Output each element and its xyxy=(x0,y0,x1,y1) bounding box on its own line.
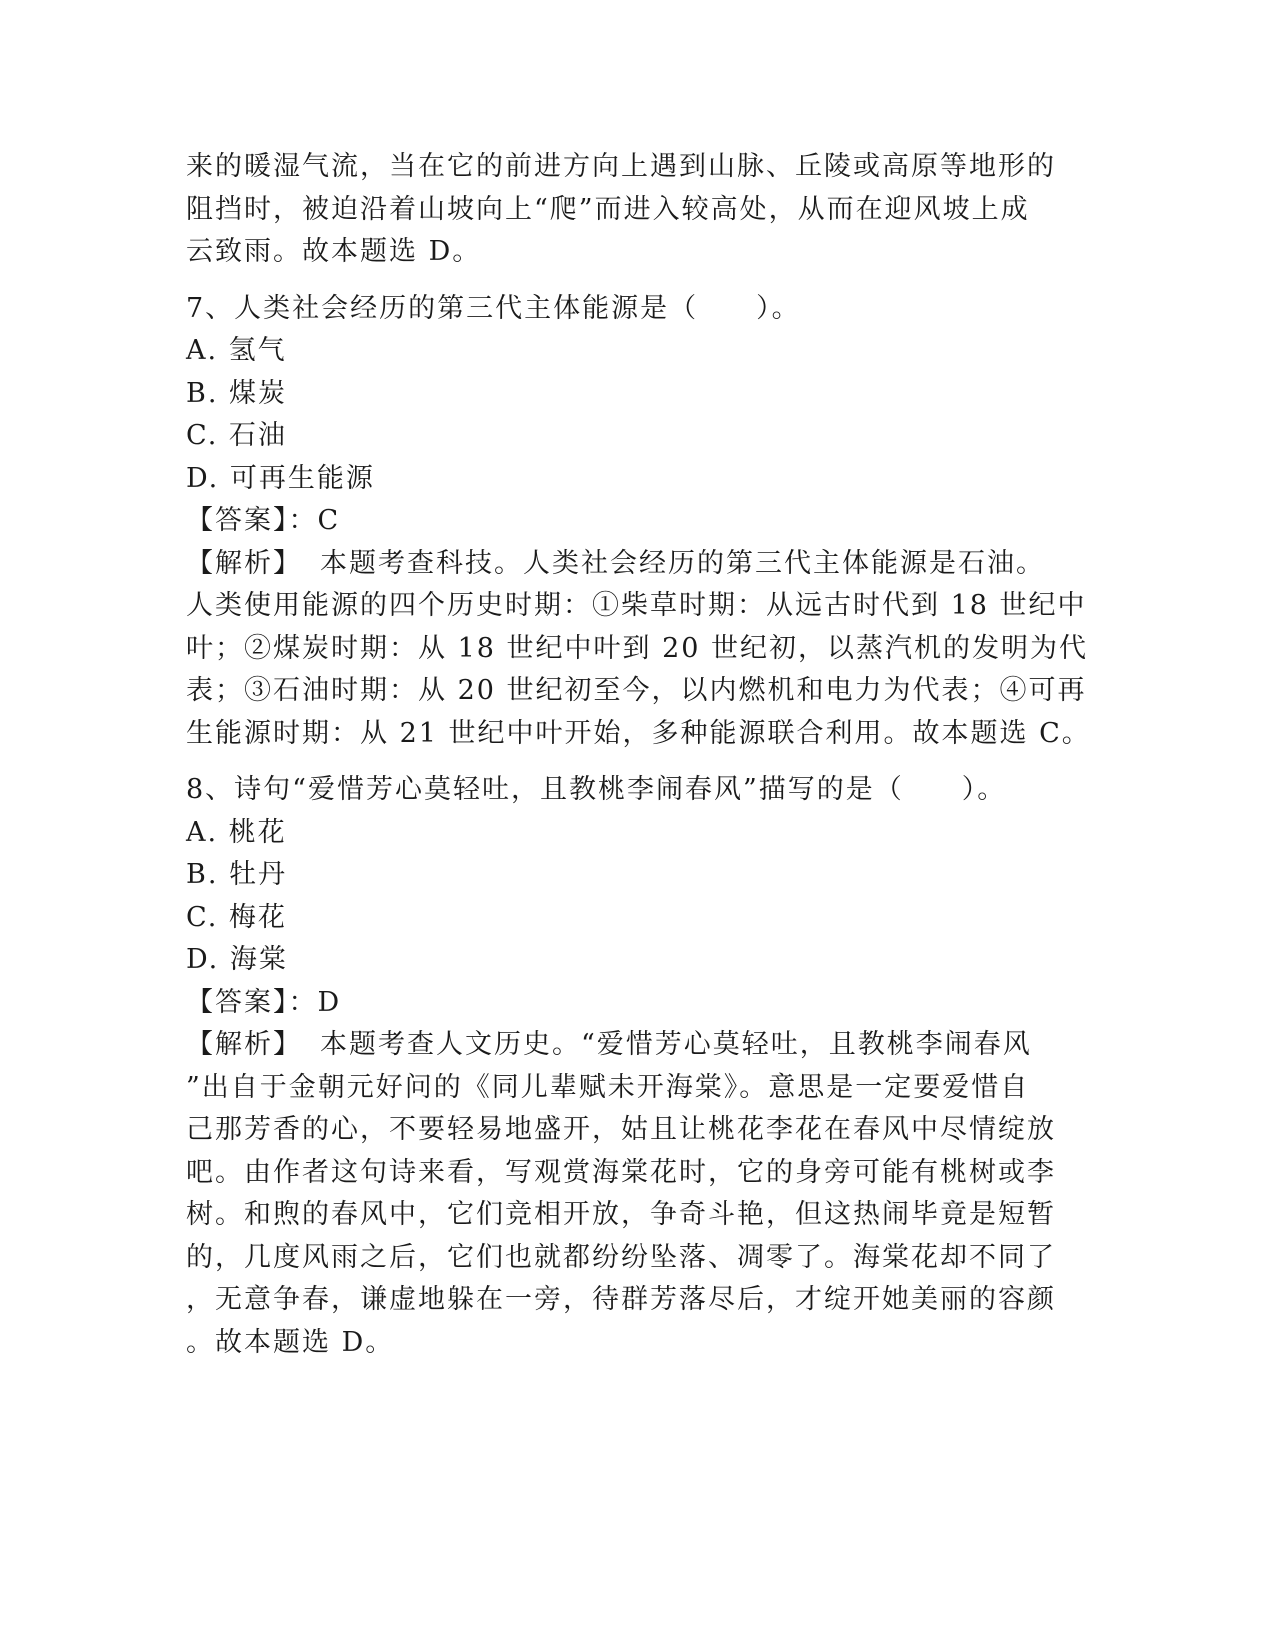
option-b: B. 煤炭 xyxy=(186,377,288,409)
document-page xyxy=(186,146,1091,1364)
paragraph-line: 来的暖湿气流，当在它的前进方向上遇到山脉、丘陵或高原等地形的 xyxy=(186,151,1056,182)
analysis-label: 【解析】 xyxy=(186,547,302,579)
analysis-line: 。故本题选 D。 xyxy=(186,1326,395,1358)
analysis-line: ，无意争春，谦虚地躲在一旁，待群芳落尽后，才绽开她美丽的容颜 xyxy=(186,1284,1056,1315)
analysis-line: 人类使用能源的四个历史时期：①柴草时期：从远古时代到 18 世纪中 xyxy=(186,590,1087,621)
analysis-line: 己那芳香的心，不要轻易地盛开，姑且让桃花李花在春风中尽情绽放 xyxy=(186,1114,1056,1145)
option-a: A. 桃花 xyxy=(186,816,287,848)
analysis-line: 表；③石油时期：从 20 世纪初至今，以内燃机和电力为代表；④可再 xyxy=(186,675,1087,706)
question-7 xyxy=(186,288,1091,756)
analysis-line: 树。和煦的春风中，它们竞相开放，争奇斗艳，但这热闹毕竟是短暂 xyxy=(186,1199,1056,1230)
analysis-text: 本题考查人文历史。“爱惜芳心莫轻吐，且教桃李闹春风 xyxy=(320,1029,1032,1060)
option-d: D. 海棠 xyxy=(186,944,288,975)
option-b: B. 牡丹 xyxy=(186,859,288,890)
analysis-line: 的，几度风雨之后，它们也就都纷纷坠落、凋零了。海棠花却不同了 xyxy=(186,1241,1056,1273)
analysis-text: 本题考查科技。人类社会经历的第三代主体能源是石油。 xyxy=(320,547,1045,579)
analysis-line: 吧。由作者这句诗来看，写观赏海棠花时，它的身旁可能有桃树或李 xyxy=(186,1156,1056,1188)
question-text: 7、人类社会经历的第三代主体能源是（ ）。 xyxy=(186,292,801,324)
question-text: 8、诗句“爱惜芳心莫轻吐，且教桃李闹春风”描写的是（ ）。 xyxy=(186,774,1007,805)
answer-line: 【答案】：D xyxy=(186,986,342,1018)
analysis-label: 【解析】 xyxy=(186,1029,302,1060)
answer-line: 【答案】：C xyxy=(186,505,341,536)
question-8 xyxy=(186,769,1066,1364)
option-c: C. 梅花 xyxy=(186,901,287,933)
intro-paragraph xyxy=(186,146,1066,274)
option-d: D. 可再生能源 xyxy=(186,462,375,494)
analysis-line: 生能源时期：从 21 世纪中叶开始，多种能源联合利用。故本题选 C。 xyxy=(186,717,1091,749)
option-c: C. 石油 xyxy=(186,420,287,451)
analysis-first-line xyxy=(186,543,1066,586)
analysis-first-line xyxy=(186,1024,1066,1067)
analysis-line: ”出自于金朝元好问的《同儿辈赋未开海棠》。意思是一定要爱惜自 xyxy=(186,1071,1030,1103)
analysis-line: 叶；②煤炭时期：从 18 世纪中叶到 20 世纪初，以蒸汽机的发明为代 xyxy=(186,632,1089,664)
paragraph-line: 阻挡时，被迫沿着山坡向上“爬”而进入较高处，从而在迎风坡上成 xyxy=(186,193,1030,225)
option-a: A. 氢气 xyxy=(186,335,287,366)
paragraph-line: 云致雨。故本题选 D。 xyxy=(186,236,482,267)
